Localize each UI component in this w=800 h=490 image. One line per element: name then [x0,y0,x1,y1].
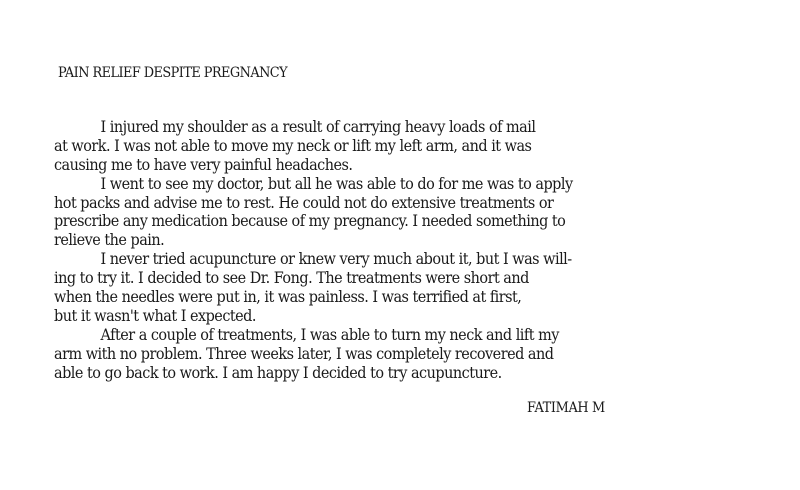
text-line: prescribe any medication because of my pregnancy. I needed something to [54,212,566,231]
text-line: causing me to have very painful headaches. [54,155,353,174]
paragraph-2 [54,175,774,251]
paragraph-4 [54,326,774,383]
text-line: but it wasn't what I expected. [54,306,256,325]
text-line: After a couple of treatments, I was able to turn my neck and lift my [100,325,559,344]
text-line: hot packs and advise me to rest. He could not do extensive treatments or [54,193,554,212]
document-title: PAIN RELIEF DESPITE PREGNANCY [58,65,288,81]
paragraph-1 [54,118,774,175]
paragraph-3 [54,250,774,326]
text-line: arm with no problem. Three weeks later, I was completely recovered and [54,344,554,363]
text-line: when the needles were put in, it was painless. I was terrified at first, [54,288,522,307]
text-line: I went to see my doctor, but all he was able to do for me was to apply [100,174,573,193]
document-body [54,118,774,382]
text-line: able to go back to work. I am happy I decided to try acupuncture. [54,363,502,382]
text-line: ing to try it. I decided to see Dr. Fong. The treatments were short and [54,269,529,288]
text-line: I injured my shoulder as a result of carrying heavy loads of mail [100,118,536,136]
signature: FATIMAH M [527,400,605,416]
text-line: at work. I was not able to move my neck or lift my left arm, and it was [54,136,532,155]
text-line: I never tried acupuncture or knew very much about it, but I was will- [100,250,572,269]
text-line: relieve the pain. [54,231,165,250]
